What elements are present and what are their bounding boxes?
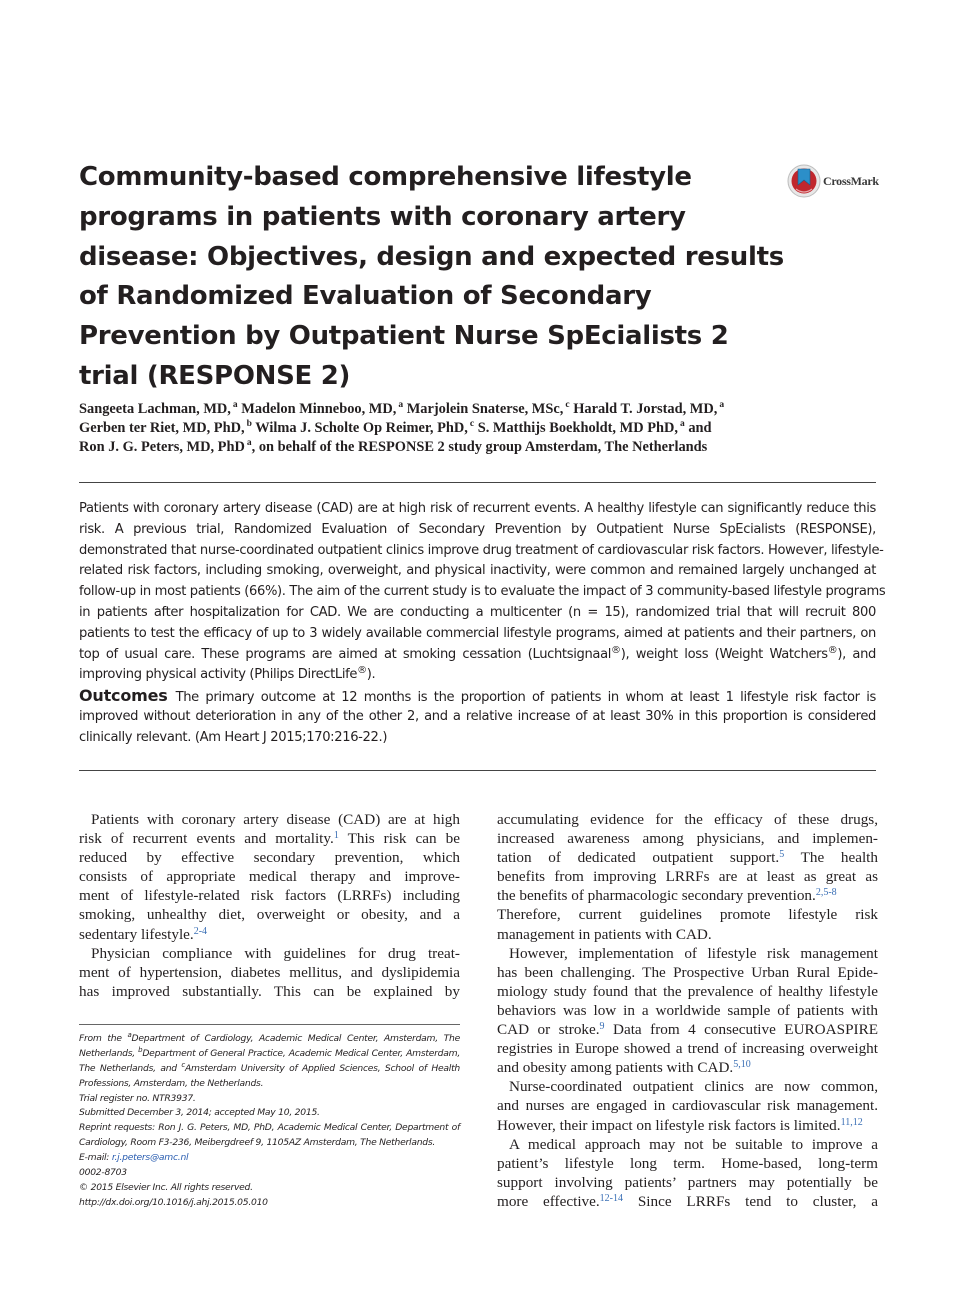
body-text: CAD or stroke. xyxy=(497,1021,600,1039)
footnote-text: From the xyxy=(79,1033,128,1044)
registered-mark: ® xyxy=(611,644,621,656)
body-line xyxy=(497,1192,878,1211)
abstract-line: risk. A previous trial, Randomized Evaluation of Secondary Prevention by Outpatient Nurse SpEcialists (RESPONSE), xyxy=(79,521,876,537)
affiliation-mark: c xyxy=(181,1060,185,1069)
footnote-text: Department of Cardiology, Academic Medical Center, Amsterdam, The xyxy=(131,1033,460,1044)
title-line: programs in patients with coronary artery xyxy=(79,201,686,232)
author-conjunction: and xyxy=(684,420,712,436)
citation-link[interactable]: 1 xyxy=(333,830,339,842)
body-line: ment of lifestyle-related risk factors (LRRFs) including xyxy=(79,887,460,905)
body-line xyxy=(79,829,460,848)
body-text: and obesity among patients with CAD. xyxy=(497,1059,734,1077)
abstract-line: Patients with coronary artery disease (CAD) are at high risk of recurrent events. A healthy lifestyle can significantly reduce this xyxy=(79,501,876,516)
title-line: Prevention by Outpatient Nurse SpEcialists 2 xyxy=(79,321,729,352)
body-line: ment of hypertension, diabetes mellitus, and dyslipidemia xyxy=(79,963,460,981)
affiliation-mark: b xyxy=(246,419,252,429)
body-line: Physician compliance with guidelines for drug treat- xyxy=(91,944,460,962)
body-text: tation of dedicated outpatient support. xyxy=(497,849,780,867)
body-line: Nurse-coordinated outpatient clinics are now common, xyxy=(509,1078,878,1096)
body-line: behaviors was low in a worldwide sample of patients with xyxy=(497,1001,878,1019)
footnote-line: Professions, Amsterdam, the Netherlands. xyxy=(79,1077,264,1089)
abstract-line xyxy=(79,665,876,686)
body-line xyxy=(497,1116,878,1135)
abstract-text: ). xyxy=(366,667,376,683)
author-list xyxy=(79,400,819,457)
footnote-line xyxy=(79,1047,460,1062)
body-line: consists of appropriate medical therapy and improve- xyxy=(79,868,460,886)
affiliation-mark: a xyxy=(232,400,238,410)
abstract-text: The primary outcome at 12 months is the proportion of patients in whom at least 1 lifestyle risk factor is xyxy=(175,690,876,706)
body-line: increased awareness among physicians, and implemen- xyxy=(497,830,878,848)
citation-link[interactable]: 9 xyxy=(599,1021,605,1033)
body-line xyxy=(497,886,878,905)
affiliation-mark: a xyxy=(680,419,685,429)
affiliation-mark: a xyxy=(246,438,252,448)
affiliation-mark: c xyxy=(469,419,475,429)
body-line: accumulating evidence for the efficacy of these drugs, xyxy=(497,811,878,828)
author-group: , on behalf of the RESPONSE 2 study group Amsterdam, The Netherlands xyxy=(251,439,708,455)
body-line xyxy=(497,1058,878,1077)
abstract-text: top of usual care. These programs are aimed at smoking cessation (Luchtsignaal xyxy=(79,646,612,662)
abstract-line: clinically relevant. (Am Heart J 2015;170:216-22.) xyxy=(79,729,388,745)
abstract-line xyxy=(79,645,876,666)
email-link[interactable]: r.j.peters@amc.nl xyxy=(111,1152,189,1164)
abstract xyxy=(79,499,886,749)
citation-link[interactable]: 5,10 xyxy=(733,1059,751,1071)
doi-link[interactable]: http://dx.doi.org/10.1016/j.ahj.2015.05.010 xyxy=(79,1196,268,1208)
reprint-address: Cardiology, Room F3-236, Meibergdreef 9, 1105AZ Amsterdam, The Netherlands. xyxy=(79,1137,436,1149)
body-column-left xyxy=(79,810,460,1001)
title-line: of Randomized Evaluation of Secondary xyxy=(79,281,652,312)
body-line: reduced by effective secondary prevention, which xyxy=(79,849,460,867)
title-line: Community-based comprehensive lifestyle xyxy=(79,162,692,192)
author-name: Sangeeta Lachman, MD, xyxy=(79,401,231,417)
body-line: Therefore, current guidelines promote lifestyle risk xyxy=(497,906,878,924)
body-text: Data from 4 consecutive EUROASPIRE xyxy=(604,1021,878,1039)
body-text: This risk can be xyxy=(338,830,461,848)
abstract-line: in patients after hospitalization for CAD. We are conducting a multicenter (n = 15), randomized trial that will recruit 800 xyxy=(79,604,876,620)
affiliation-mark: a xyxy=(127,1031,132,1039)
registered-mark: ® xyxy=(357,665,367,677)
body-line: miology study found that the prevalence of healthy lifestyle xyxy=(497,982,878,1000)
affiliation-mark: b xyxy=(138,1045,143,1054)
body-line: A medical approach may not be suitable to improve a xyxy=(509,1135,878,1153)
footnotes xyxy=(79,1032,460,1211)
author-name: Wilma J. Scholte Op Reimer, PhD, xyxy=(251,420,468,436)
footnote-line xyxy=(79,1032,460,1047)
author-name: Marjolein Snaterse, MSc, xyxy=(403,401,564,417)
body-line: benefits from improving LRRFs are at least as great as xyxy=(497,868,878,886)
footnote-text: Amsterdam University of Applied Sciences, School of Health xyxy=(185,1062,460,1074)
author-name: Madelon Minneboo, MD, xyxy=(237,401,397,417)
citation-link[interactable]: 12-14 xyxy=(599,1192,624,1204)
abstract-text: ), weight loss (Weight Watchers xyxy=(620,646,828,662)
body-text: more effective. xyxy=(497,1192,600,1210)
body-line: management in patients with CAD. xyxy=(497,925,712,943)
title-line: trial (RESPONSE 2) xyxy=(79,360,351,391)
author-name: Harald T. Jorstad, MD, xyxy=(569,401,718,417)
crossmark-icon xyxy=(787,163,821,199)
body-text: sedentary lifestyle. xyxy=(79,925,194,943)
issn: 0002-8703 xyxy=(79,1167,127,1179)
email-line xyxy=(79,1151,460,1166)
body-line: smoking, unhealthy diet, overweight or obesity, and a xyxy=(79,906,460,924)
abstract-line: follow-up in most patients (66%). The aim of the current study is to evaluate the impact of 3 community-based lifestyle programs xyxy=(79,584,886,600)
citation-link[interactable]: 5 xyxy=(779,849,785,861)
body-line: However, implementation of lifestyle risk management xyxy=(509,944,878,962)
footnote-text: Department of General Practice, Academic Medical Center, Amsterdam, xyxy=(142,1047,460,1059)
footnote-rule xyxy=(79,1024,460,1025)
footnote-line xyxy=(79,1062,460,1077)
footnote-text: E-mail: xyxy=(79,1152,112,1164)
crossmark-badge[interactable] xyxy=(787,163,887,199)
body-line: registries in Europe showed a trend of increasing overweight xyxy=(497,1040,878,1058)
abstract-line xyxy=(79,686,876,707)
abstract-bottom-rule xyxy=(79,770,876,771)
trial-register: Trial register no. NTR3937. xyxy=(79,1092,196,1104)
body-text: risk of recurrent events and mortality. xyxy=(79,830,334,848)
body-line: Patients with coronary artery disease (CAD) are at high xyxy=(91,811,460,828)
copyright: © 2015 Elsevier Inc. All rights reserved. xyxy=(79,1181,253,1193)
author-name: S. Matthijs Boekholdt, MD PhD, xyxy=(474,420,678,436)
body-text: The health xyxy=(784,849,878,867)
registered-mark: ® xyxy=(827,644,838,656)
affiliation-mark: c xyxy=(565,400,570,410)
crossmark-label: CrossMark xyxy=(823,174,879,188)
abstract-line: patients to test the efficacy of up to 3 widely available commercial lifestyle programs, aimed at patients and their partners, on xyxy=(79,625,876,641)
body-line xyxy=(497,1020,878,1039)
citation-link[interactable]: 2,5-8 xyxy=(815,887,837,899)
footnote-text: The Netherlands, and xyxy=(79,1062,182,1074)
body-text: However, their impact on lifestyle risk factors is limited. xyxy=(497,1116,841,1134)
body-line: patient’s lifestyle long term. Home-based, long-term xyxy=(497,1154,878,1172)
author-line xyxy=(79,400,819,419)
body-line: support involving patients’ partners may potentially be xyxy=(497,1173,878,1191)
citation-link[interactable]: 11,12 xyxy=(840,1116,863,1128)
submission-dates: Submitted December 3, 2014; accepted May 10, 2015. xyxy=(79,1107,320,1119)
abstract-top-rule xyxy=(79,482,876,483)
outcomes-heading: Outcomes xyxy=(79,686,168,706)
abstract-line: related risk factors, including smoking, overweight, and physical inactivity, were common and remained largely unchanged at xyxy=(79,563,876,579)
abstract-line: improved without deterioration in any of the other 2, and a relative increase of at least 30% in this proportion is considered xyxy=(79,708,876,724)
footnote-text: Netherlands, xyxy=(79,1047,139,1059)
body-line: has been challenging. The Prospective Urban Rural Epide- xyxy=(497,963,878,981)
body-line xyxy=(79,925,460,944)
reprint-requests: Reprint requests: Ron J. G. Peters, MD, PhD, Academic Medical Center, Department of xyxy=(79,1122,460,1134)
title-line: disease: Objectives, design and expected results xyxy=(79,241,784,272)
abstract-text: improving physical activity (Philips DirectLife xyxy=(79,667,358,683)
body-line: has improved substantially. This can be explained by xyxy=(79,982,460,1000)
abstract-line: demonstrated that nurse-coordinated outpatient clinics improve drug treatment of cardiovascular risk factors. However, lifestyle- xyxy=(79,542,884,558)
author-line xyxy=(79,419,819,438)
abstract-text: ), and xyxy=(837,646,876,662)
author-name: Gerben ter Riet, MD, PhD, xyxy=(79,420,245,436)
body-column-right xyxy=(497,810,878,1211)
affiliation-mark: a xyxy=(719,400,725,410)
body-text: Since LRRFs tend to cluster, a xyxy=(623,1192,878,1210)
body-line xyxy=(497,848,878,867)
article-title xyxy=(79,158,784,397)
citation-link[interactable]: 2-4 xyxy=(193,925,208,937)
body-line: and nurses are engaged in cardiovascular risk management. xyxy=(497,1097,878,1115)
author-line xyxy=(79,438,819,457)
author-name: Ron J. G. Peters, MD, PhD xyxy=(79,439,245,455)
body-text: the benefits of pharmacologic secondary prevention. xyxy=(497,887,816,905)
affiliation-mark: a xyxy=(398,400,404,410)
